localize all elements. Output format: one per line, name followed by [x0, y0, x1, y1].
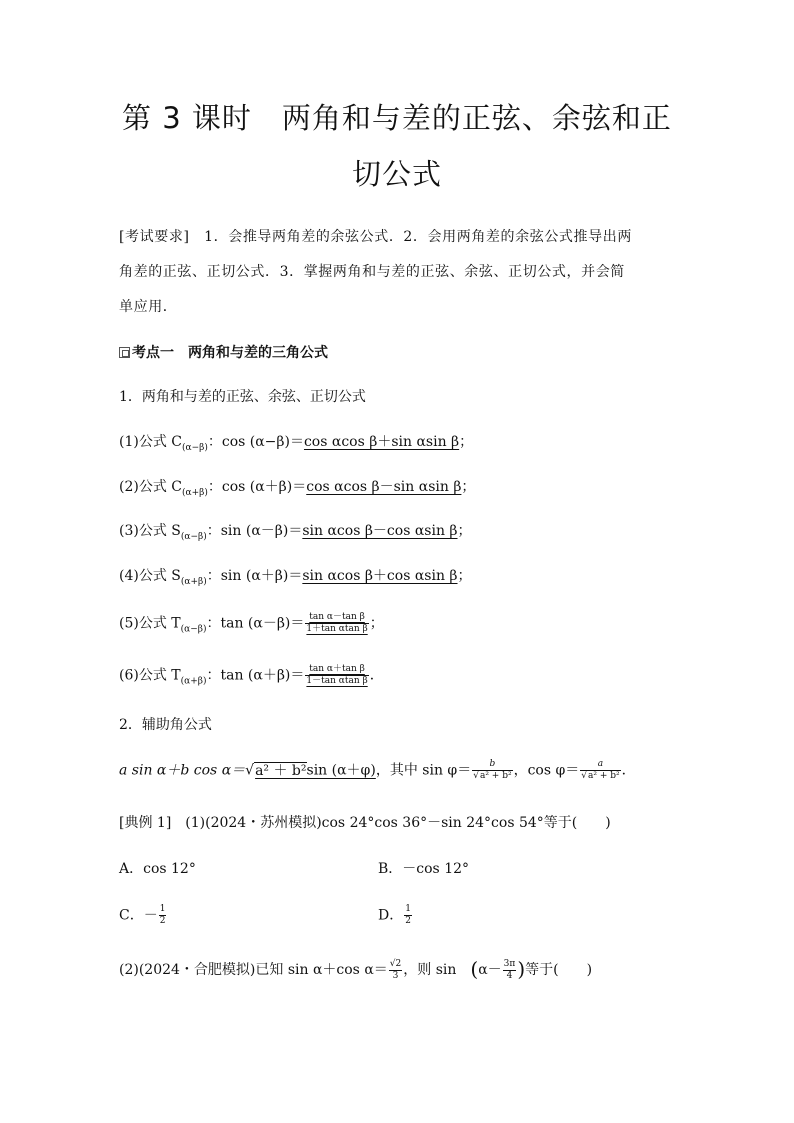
formula-lhs: ：cos (α＋β)＝: [207, 479, 307, 495]
formula-rhs: sin αcos β＋cos αsin β: [302, 568, 458, 584]
formula-subscript: (α−β): [180, 532, 207, 542]
section-box-icon: [119, 347, 130, 358]
formula-lhs: ：cos (α−β)＝: [207, 434, 304, 450]
page-title-line-1: 第 3 课时 两角和与差的正弦、余弦和正: [122, 101, 672, 135]
example-tag: [典例 1]: [119, 815, 172, 831]
formula-end: ．: [369, 667, 384, 684]
question-fraction: [389, 959, 402, 982]
formula-row-tan: [119, 664, 679, 693]
subheading-1: 1．两角和与差的正弦、余弦、正切公式: [119, 389, 366, 405]
formula-rhs: cos αcos β＋sin αsin β: [303, 434, 460, 450]
fraction-numerator: tan α＋tan β: [309, 664, 365, 674]
formula-row: [119, 476, 679, 504]
formula-subscript: (α−β): [180, 624, 207, 635]
option-label: C．－: [119, 907, 158, 924]
formula-fraction: [305, 612, 368, 635]
aux-text: ，cos φ＝: [513, 762, 580, 779]
formula-rhs: cos αcos β－sin αsin β: [306, 479, 462, 495]
aux-text: ，其中 sin φ＝: [375, 762, 472, 779]
option-b: B．－cos 12°: [378, 861, 470, 877]
paren-inner: α－: [478, 962, 502, 978]
sqrt-sign: √: [245, 762, 255, 779]
formula-end: ；: [459, 434, 474, 450]
fraction-denominator-radicand: a² + b²: [588, 771, 620, 781]
requirements-line-1: [考试要求] 1．会推导两角差的余弦公式．2．会用两角差的余弦公式推导出两: [119, 229, 632, 245]
auxiliary-angle-formula: [119, 759, 679, 782]
fraction-denominator: 2: [159, 916, 166, 926]
formula-subscript: (α+β): [182, 488, 208, 498]
question-text: 等于( ): [525, 962, 593, 978]
formula-row: [119, 565, 679, 593]
left-paren: (: [470, 957, 479, 981]
fraction-numerator: 3π: [503, 958, 516, 969]
aux-sin: sin (α＋φ): [306, 762, 376, 779]
formula-label: (5)公式 T: [119, 615, 181, 632]
formula-subscript: (α−β): [182, 443, 208, 453]
question-text: ，则 sin: [403, 962, 457, 978]
formula-lhs: ：sin (α＋β)＝: [206, 568, 303, 584]
example-2-question: [119, 958, 679, 982]
aux-sqrt: a² ＋ b²: [255, 762, 307, 779]
formula-rhs: sin αcos β－cos αsin β: [302, 523, 458, 539]
fraction-numerator: √2: [389, 958, 402, 969]
option-label: D．: [378, 907, 404, 924]
fraction-numerator: tan α－tan β: [309, 612, 365, 622]
formula-lhs: ：tan (α＋β)＝: [206, 667, 305, 684]
section-label: 考点一: [132, 345, 174, 361]
page-title-line-2: 切公式: [351, 157, 442, 191]
fraction-denominator: 1＋tan αtan β: [306, 624, 368, 634]
formula-label: (2)公式 C: [119, 479, 182, 495]
formula-end: ；: [369, 615, 384, 632]
option-d: [378, 904, 413, 927]
formula-lhs: ：tan (α－β)＝: [206, 615, 305, 632]
formula-fraction: [305, 664, 368, 687]
fraction-numerator: a: [597, 759, 604, 769]
formula-label: (1)公式 C: [119, 434, 182, 450]
fraction-numerator: 1: [159, 904, 166, 914]
fraction-numerator: 1: [405, 904, 411, 914]
example-1-question: [119, 812, 679, 834]
formula-label: (4)公式 S: [119, 568, 181, 584]
fraction-denominator: 4: [503, 970, 517, 982]
formula-subscript: (α+β): [180, 676, 207, 687]
formula-lhs: ：sin (α－β)＝: [206, 523, 303, 539]
section-title: 两角和与差的三角公式: [188, 345, 328, 361]
fraction-denominator-radicand: a² + b²: [479, 771, 512, 781]
option-fraction: [159, 904, 167, 927]
section-heading: [119, 342, 679, 364]
formula-label: (3)公式 S: [119, 523, 181, 539]
fraction-denominator: 3: [389, 970, 402, 982]
question-text: (2)(2024・合肥模拟)已知 sin α＋cos α＝: [119, 962, 388, 978]
fraction-denominator: √a² + b²: [473, 771, 512, 781]
formula-row-tan: [119, 612, 679, 641]
formula-subscript: (α+β): [180, 577, 207, 587]
fraction-denominator: 2: [405, 916, 411, 926]
requirements-line-2: 角差的正弦、正切公式．3．掌握两角和与差的正弦、余弦、正切公式，并会简: [119, 264, 625, 280]
aux-end: ．: [621, 762, 636, 779]
fraction-denominator: √a² + b²: [581, 771, 620, 781]
option-c: [119, 904, 167, 927]
subheading-2: 2．辅助角公式: [119, 717, 212, 733]
formula-end: ；: [457, 568, 472, 584]
right-paren: ): [517, 957, 526, 981]
fraction-numerator: b: [489, 759, 496, 769]
option-a: A．cos 12°: [119, 861, 196, 877]
formula-end: ；: [457, 523, 472, 539]
aux-fraction-cos: [580, 759, 620, 782]
aux-fraction-sin: [472, 759, 512, 782]
formula-end: ；: [461, 479, 476, 495]
formula-label: (6)公式 T: [119, 667, 181, 684]
fraction-denominator: 1－tan αtan β: [306, 676, 368, 686]
formula-row: [119, 431, 679, 459]
requirements-line-3: 单应用．: [119, 299, 178, 315]
question-fraction: [503, 959, 517, 982]
example-question-text: (1)(2024・苏州模拟)cos 24°cos 36°－sin 24°cos 54°等于( ): [185, 815, 611, 831]
option-fraction: [404, 904, 412, 927]
aux-lhs: a sin α＋b cos α＝: [119, 762, 246, 779]
formula-row: [119, 520, 679, 548]
